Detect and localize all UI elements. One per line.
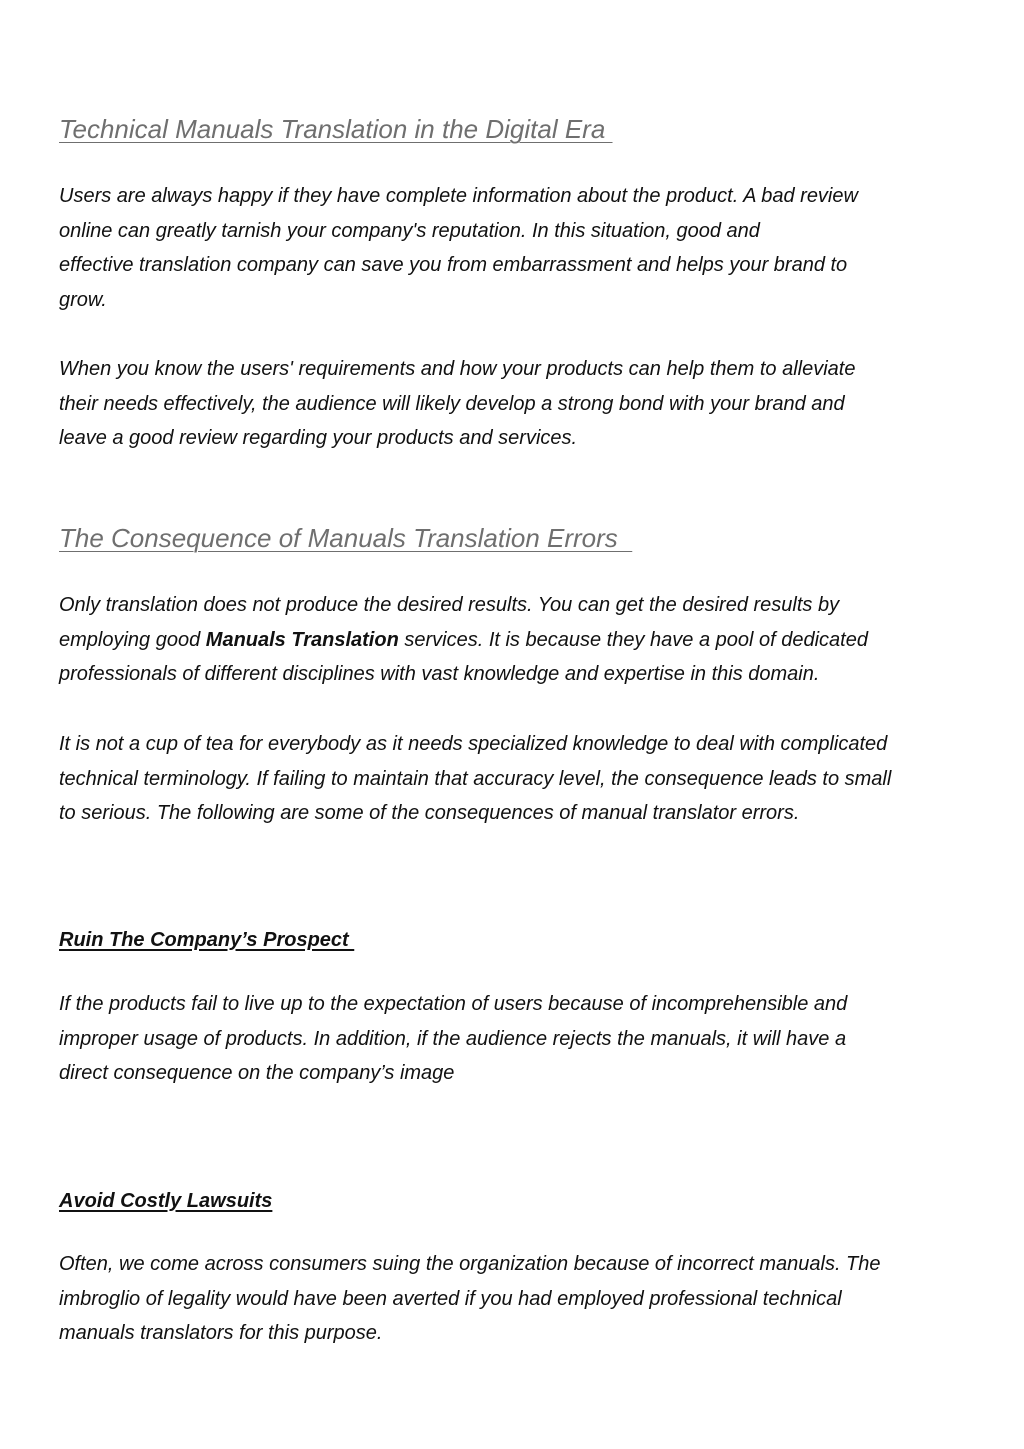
paragraph-line: It is not a cup of tea for everybody as it needs specialized knowledge to deal with complicated: [59, 733, 888, 755]
paragraph-line: Only translation does not produce the desired results. You can get the desired results by: [59, 594, 840, 616]
paragraph-cup-of-tea: [59, 727, 969, 831]
subheading-avoid-lawsuits: Avoid Costly Lawsuits: [59, 1190, 273, 1212]
subheading-ruin-prospect: Ruin The Company’s Prospect: [59, 929, 355, 951]
paragraph-line: technical terminology. If failing to maintain that accuracy level, the consequence leads to small: [59, 767, 892, 790]
paragraph-line: online can greatly tarnish your company's reputation. In this situation, good and: [59, 219, 760, 242]
manuals-translation-emphasis: Manuals Translation: [205, 628, 399, 651]
paragraph-line: leave a good review regarding your products and services.: [59, 427, 578, 450]
paragraph-consumers-suing: [59, 1247, 969, 1351]
paragraph-line: [59, 623, 969, 658]
paragraph-user-requirements: [59, 352, 969, 456]
section-heading-consequence: The Consequence of Manuals Translation Errors: [59, 523, 633, 553]
text-run: employing good: [59, 628, 206, 651]
paragraph-line: professionals of different disciplines with vast knowledge and expertise in this domain.: [59, 663, 820, 686]
section-heading-digital-era: Technical Manuals Translation in the Digital Era: [59, 114, 613, 144]
paragraph-line: direct consequence on the company’s image: [59, 1062, 455, 1085]
paragraph-line: manuals translators for this purpose.: [59, 1322, 383, 1345]
paragraph-line: Often, we come across consumers suing the organization because of incorrect manuals. The: [59, 1253, 881, 1275]
paragraph-line: grow.: [59, 289, 107, 312]
paragraph-products-fail: [59, 987, 969, 1091]
paragraph-line: improper usage of products. In addition, if the audience rejects the manuals, it will have a: [59, 1027, 847, 1050]
paragraph-line: effective translation company can save you from embarrassment and helps your brand to: [59, 254, 848, 277]
paragraph-line: Users are always happy if they have complete information about the product. A bad review: [59, 185, 858, 207]
paragraph-users-happy: [59, 179, 969, 318]
text-run: services. It is because they have a pool of dedicated: [398, 628, 868, 651]
paragraph-only-translation: [59, 588, 969, 692]
paragraph-line: When you know the users' requirements and how your products can help them to alleviate: [59, 358, 856, 380]
paragraph-line: If the products fail to live up to the expectation of users because of incomprehensible and: [59, 993, 848, 1015]
paragraph-line: their needs effectively, the audience will likely develop a strong bond with your brand and: [59, 392, 845, 415]
paragraph-line: to serious. The following are some of the consequences of manual translator errors.: [59, 802, 800, 825]
paragraph-line: imbroglio of legality would have been averted if you had employed professional technical: [59, 1287, 842, 1310]
